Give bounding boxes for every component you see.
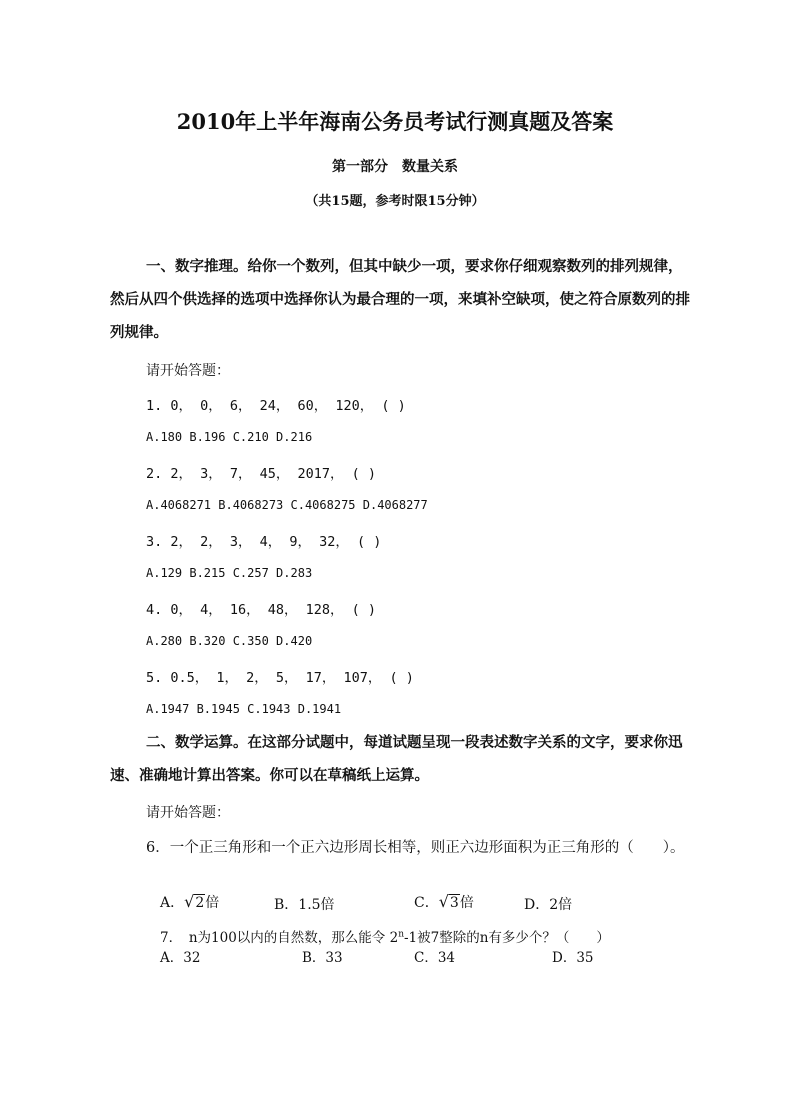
- question-4: 4. 0， 4， 16， 48， 128， ( ): [146, 602, 377, 618]
- question-7: 7． n为100以内的自然数，那么能令 2$^n$-1被7整除的n有多少个？（ ）: [160, 929, 610, 946]
- question-7-option-a: A．32: [160, 950, 201, 966]
- question-6: 6．一个正三角形和一个正六边形周长相等，则正六边形面积为正三角形的（ ）。: [146, 840, 685, 856]
- question-4-options: A.280 B.320 C.350 D.420: [146, 634, 313, 648]
- question-1: 1. 0， 0， 6， 24， 60， 120， ( ): [146, 398, 406, 414]
- question-6-option-c: C．√3倍: [414, 892, 474, 911]
- document-title: 2010年上半年海南公务员考试行测真题及答案: [176, 109, 614, 134]
- question-3: 3. 2， 2， 3， 4， 9， 32， ( ): [146, 534, 382, 550]
- question-5-options: A.1947 B.1945 C.1943 D.1941: [146, 702, 342, 716]
- question-6-option-b: B．1.5倍: [274, 897, 335, 913]
- question-7-option-b: B．33: [302, 950, 343, 966]
- section2-intro-text: 二、数学运算。在这部分试题中，每道试题呈现一段表述数字关系的文字，要求你迅速、准确地计算出答案。你可以在草稿纸上运算。: [110, 734, 683, 784]
- time-limit-note: （共15题，参考时限15分钟）: [305, 194, 485, 209]
- section2-prompt: 请开始答题：: [146, 805, 230, 821]
- question-2-options: A.4068271 B.4068273 C.4068275 D.4068277: [146, 498, 428, 512]
- question-6-option-a: A．√2倍: [160, 892, 220, 911]
- question-2: 2. 2， 3， 7， 45， 2017， ( ): [146, 466, 377, 482]
- sqrt-symbol-icon: √2: [184, 892, 205, 911]
- section1-intro: [110, 250, 690, 349]
- sqrt-symbol-icon: √3: [438, 892, 459, 911]
- section1-intro-text: 一、数字推理。给你一个数列，但其中缺少一项，要求你仔细观察数列的排列规律，然后从四个供选择的选项中选择你认为最合理的一项，来填补空缺项，使之符合原数列的排列规律。: [110, 258, 690, 341]
- question-1-options: A.180 B.196 C.210 D.216: [146, 430, 313, 444]
- question-5: 5. 0.5， 1， 2， 5， 17， 107， ( ): [146, 670, 414, 686]
- part-heading: 第一部分 数量关系: [332, 159, 458, 175]
- question-7-option-d: D．35: [552, 950, 594, 966]
- section2-intro: [110, 726, 690, 792]
- section1-prompt: 请开始答题：: [146, 363, 230, 379]
- question-3-options: A.129 B.215 C.257 D.283: [146, 566, 313, 580]
- question-7-option-c: C．34: [414, 950, 456, 966]
- question-6-option-d: D．2倍: [524, 897, 573, 913]
